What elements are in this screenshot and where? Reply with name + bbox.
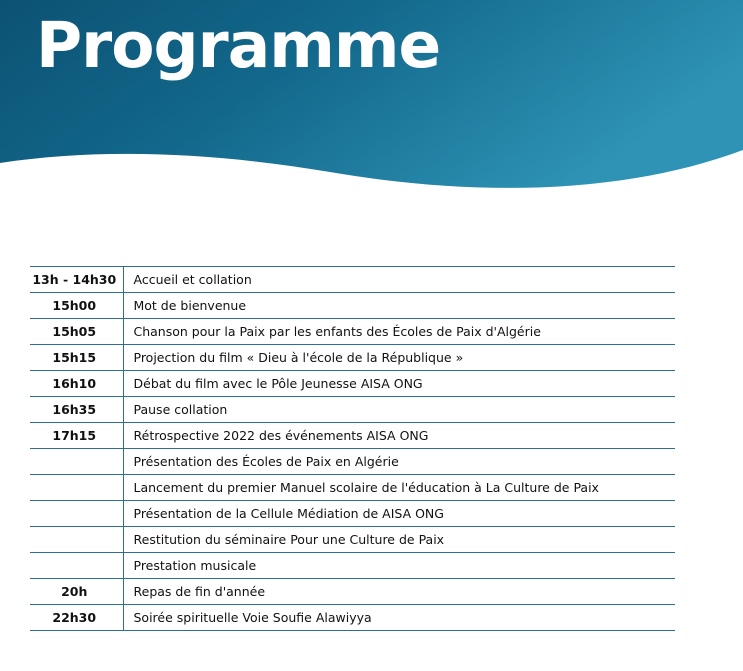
schedule-body — [30, 267, 675, 631]
table-row — [30, 605, 675, 631]
schedule-time-cell: 15h15 — [30, 345, 123, 371]
schedule-time-cell: 15h00 — [30, 293, 123, 319]
schedule-time-cell — [30, 475, 123, 501]
schedule-time-cell: 13h - 14h30 — [30, 267, 123, 293]
schedule-description-cell: Prestation musicale — [123, 553, 675, 579]
schedule-time-cell — [30, 449, 123, 475]
schedule-time-cell: 16h10 — [30, 371, 123, 397]
schedule-description-cell: Débat du film avec le Pôle Jeunesse AISA ONG — [123, 371, 675, 397]
table-row — [30, 553, 675, 579]
schedule-description-cell: Projection du film « Dieu à l'école de la République » — [123, 345, 675, 371]
schedule-description-cell: Chanson pour la Paix par les enfants des Écoles de Paix d'Algérie — [123, 319, 675, 345]
table-row — [30, 449, 675, 475]
page-header-banner — [0, 0, 743, 200]
schedule-description-cell: Restitution du séminaire Pour une Culture de Paix — [123, 527, 675, 553]
schedule-description-cell: Soirée spirituelle Voie Soufie Alawiyya — [123, 605, 675, 631]
schedule-time-cell: 16h35 — [30, 397, 123, 423]
table-row — [30, 371, 675, 397]
table-row — [30, 527, 675, 553]
schedule-time-cell: 20h — [30, 579, 123, 605]
table-row — [30, 501, 675, 527]
table-row — [30, 475, 675, 501]
schedule-description-cell: Repas de fin d'année — [123, 579, 675, 605]
schedule-description-cell: Présentation de la Cellule Médiation de AISA ONG — [123, 501, 675, 527]
table-row — [30, 423, 675, 449]
schedule-time-cell: 15h05 — [30, 319, 123, 345]
table-row — [30, 345, 675, 371]
schedule-description-cell: Accueil et collation — [123, 267, 675, 293]
schedule-time-cell — [30, 527, 123, 553]
page-title: Programme — [36, 9, 441, 82]
programme-schedule-table — [30, 266, 675, 631]
table-row — [30, 397, 675, 423]
schedule-description-cell: Mot de bienvenue — [123, 293, 675, 319]
schedule-time-cell — [30, 553, 123, 579]
table-row — [30, 293, 675, 319]
table-row — [30, 267, 675, 293]
schedule-description-cell: Rétrospective 2022 des événements AISA ONG — [123, 423, 675, 449]
table-row — [30, 319, 675, 345]
schedule-description-cell: Pause collation — [123, 397, 675, 423]
schedule-description-cell: Présentation des Écoles de Paix en Algérie — [123, 449, 675, 475]
table-row — [30, 579, 675, 605]
schedule-time-cell: 22h30 — [30, 605, 123, 631]
schedule-description-cell: Lancement du premier Manuel scolaire de l'éducation à La Culture de Paix — [123, 475, 675, 501]
schedule-time-cell — [30, 501, 123, 527]
schedule-time-cell: 17h15 — [30, 423, 123, 449]
